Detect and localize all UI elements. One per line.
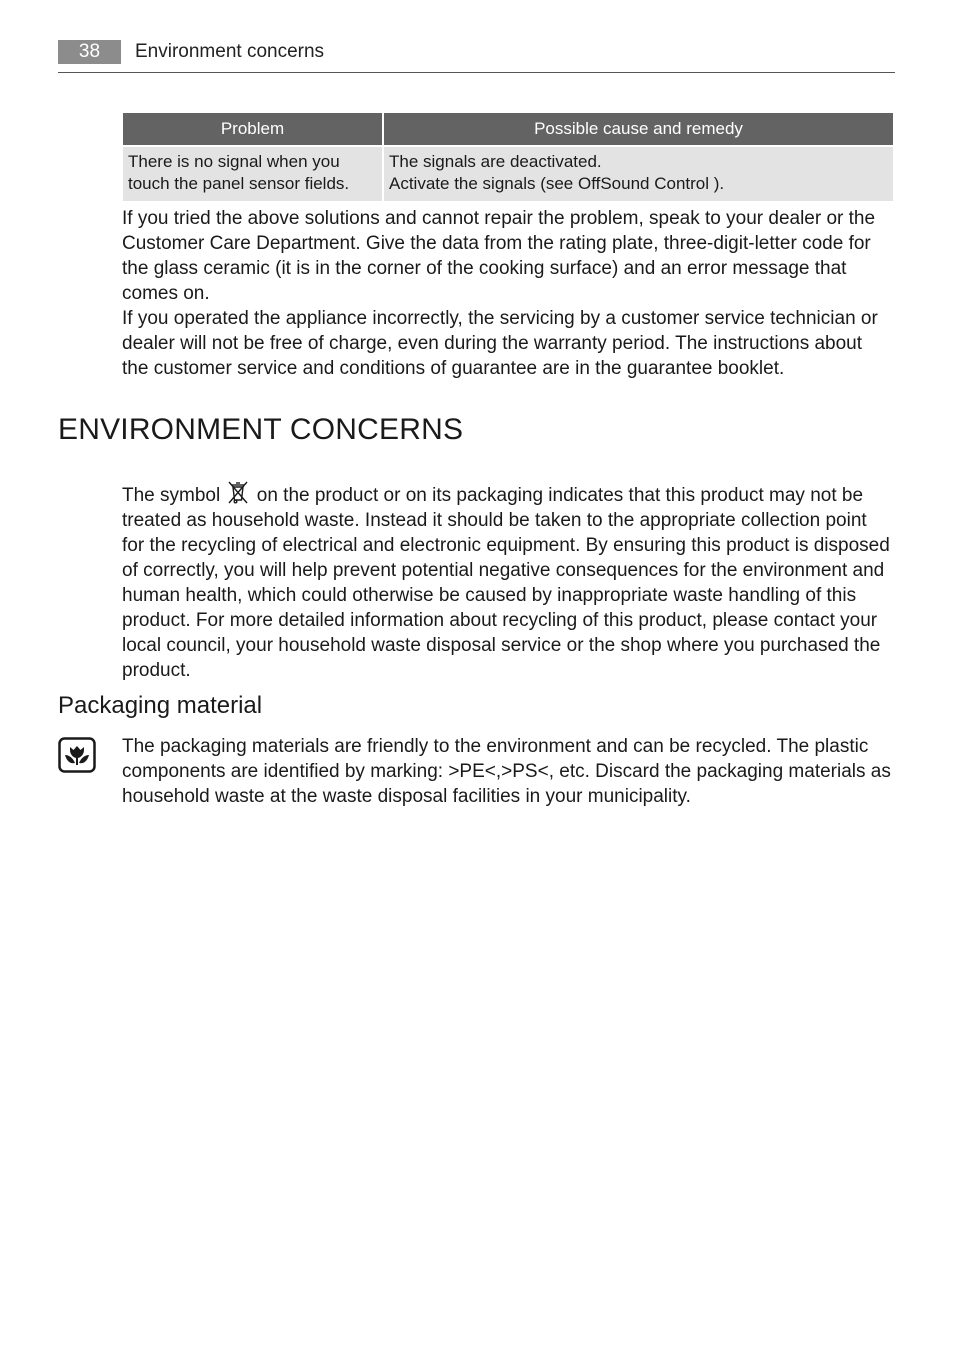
packaging-paragraph: The packaging materials are friendly to the environment and can be recycled. The plastic components are identified by marking: >PE<,>PS<, etc. Discard the packaging materials as household waste at the waste disposal facilities in your municipality. (122, 736, 891, 807)
table-header-row (123, 113, 893, 145)
problem-line: touch the panel sensor fields. (128, 174, 350, 193)
remedy-line: Activate the signals (see OffSound Control ). (389, 174, 725, 193)
environment-paragraph (122, 480, 892, 683)
crossed-out-wheelie-bin-icon (227, 480, 249, 504)
symbol-body-text: on the product or on its packaging indicates that this product may not be treated as household waste. Instead it should be taken to the appropriate collection point for the recycling of electrical and electronic equipment. By ensuring this product is disposed of correctly, you will help prevent potential negative consequences for the environment and human health, which could otherwise be caused by inappropriate waste handling of this product. For more detailed information about recycling of this product, please contact your local council, your household waste disposal service or the shop where you purchased the product. (122, 485, 890, 681)
table-row (123, 147, 893, 201)
column-header-problem: Problem (123, 113, 382, 145)
environment-text (122, 480, 892, 683)
problem-cell (123, 147, 382, 201)
warranty-paragraph: If you operated the appliance incorrectly, the servicing by a customer service technician or dealer will not be free of charge, even during the warranty period. The instructions about the customer service and conditions of guarantee are in the guarantee booklet. (122, 308, 878, 379)
environment-flower-icon (58, 737, 96, 773)
problem-line: There is no signal when you (128, 152, 340, 171)
symbol-lead-text: The symbol (122, 485, 221, 506)
remedy-line: The signals are deactivated. (389, 152, 602, 171)
remedy-cell (384, 147, 893, 201)
page-header (58, 40, 895, 73)
after-table-text (122, 206, 892, 381)
section-heading: ENVIRONMENT CONCERNS (58, 413, 464, 446)
packaging-text (122, 734, 892, 809)
column-header-remedy: Possible cause and remedy (384, 113, 893, 145)
troubleshooting-table (121, 111, 895, 203)
packaging-heading: Packaging material (58, 692, 263, 719)
service-paragraph: If you tried the above solutions and cannot repair the problem, speak to your dealer or the Customer Care Department. Give the data from the rating plate, three-digit-letter code for the glass ceramic (it is in the corner of the cooking surface) and an error message that comes on. (122, 208, 876, 304)
page-number: 38 (58, 40, 121, 64)
running-title: Environment concerns (135, 41, 325, 62)
